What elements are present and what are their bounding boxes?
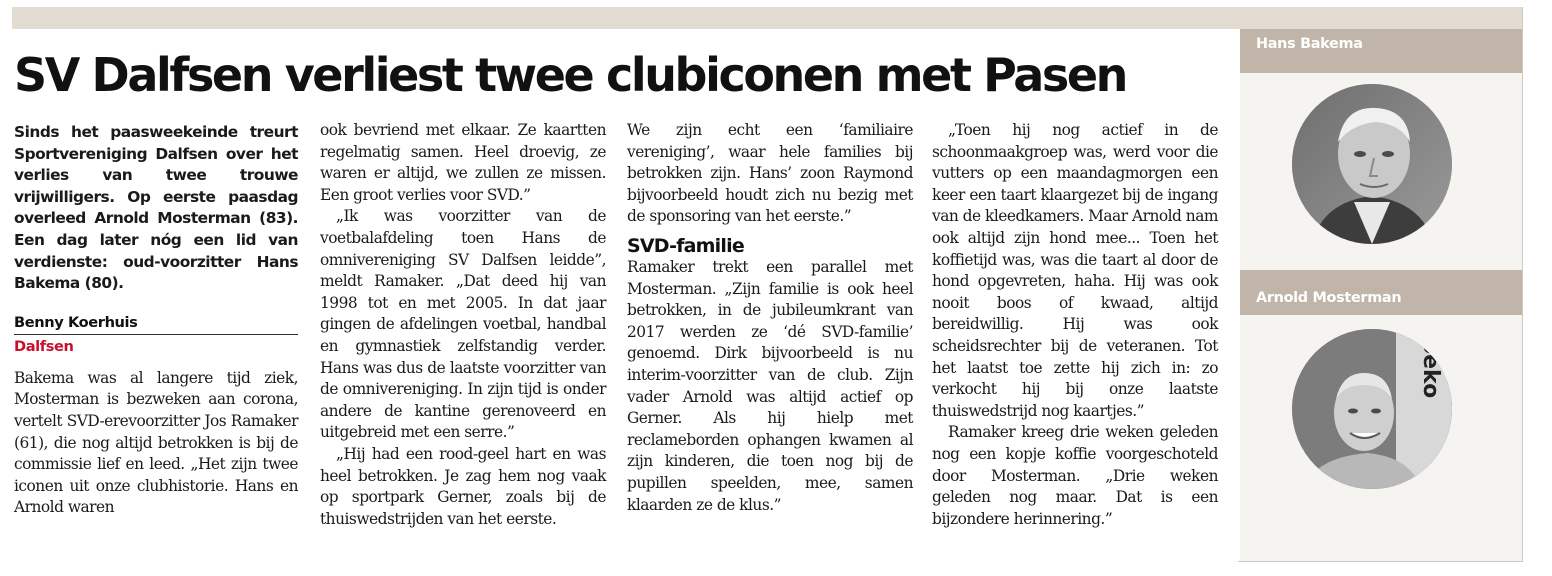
body-paragraph: ook bevriend met elkaar. Ze kaartten regelmatig samen. Heel droevig, ze waren er altijd, we zullen ze missen. Een groot verlies voor SVD.” — [320, 121, 606, 204]
portrait-photo-arnold-mosterman — [1292, 329, 1452, 489]
dateline: Dalfsen — [14, 337, 74, 355]
photo-caption-hans: Hans Bakema — [1240, 29, 1522, 73]
article-column-3 — [627, 120, 913, 516]
body-paragraph: We zijn echt een ‘familiaire vereniging’, waar hele families bij betrokken zijn. Hans’ zoon Raymond bijvoorbeeld houdt zich nu bezig met de sponsoring van het eerste.” — [627, 121, 913, 226]
article-lead: Sinds het paasweekeinde treurt Sportvereniging Dalfsen over het verlies van twee trouwe vrijwilligers. Op eerste paasdag overleed Arnold Mosterman (83). Een dag later nóg een lid van verdienste: oud-voorzitter Hans Bakema (80). — [14, 123, 298, 293]
sidebar-bottom-border — [1238, 561, 1523, 562]
article-column-1 — [14, 122, 298, 519]
body-paragraph: „Hij had een rood-geel hart en was heel betrokken. Je zag hem nog vaak op sportpark Gerner, zoals bij de thuiswedstrijden van het eerste. — [320, 444, 606, 528]
article-headline: SV Dalfsen verliest twee clubiconen met Pasen — [14, 48, 1127, 102]
author-byline: Benny Koerhuis — [14, 312, 298, 335]
body-paragraph: „Ik was voorzitter van de voetbalafdeling toen Hans de omnivereniging SV Dalfsen leidde”, meldt Ramaker. „Dat deed hij van 1998 tot en met 2005. In dat jaar gingen de afdelingen voetbal, handbal en gymnastiek zelfstandig verder. Hans was dus de laatste voorzitter van de omnivereniging. In zijn tijd is onder andere de kantine gerenoveerd en uitgebreid met een serre.” — [320, 207, 606, 442]
body-paragraph: Ramaker kreeg drie weken geleden nog een kopje koffie voorgeschoteld door Mosterman. „Drie weken geleden nog maar. Dat is een bijzondere herinnering.” — [932, 423, 1218, 528]
body-paragraph: Ramaker trekt een parallel met Mosterman. „Zijn familie is ook heel betrokken, in de jubileumkrant van 2017 werden ze ‘dé SVD-familie’ genoemd. Dirk bijvoorbeeld is nu interim-voorzitter van de club. Zijn vader Arnold was altijd actief op Gerner. Als hij hielp met reclameborden ophangen kwamen al zijn kinderen, die toen nog bij de pupillen speelden, mee, samen klaarden ze de klus.” — [627, 257, 913, 514]
top-color-bar — [12, 7, 1522, 29]
article-column-2 — [320, 120, 606, 530]
portrait-photo-hans-bakema — [1292, 84, 1452, 244]
photo-sidebar — [1240, 29, 1522, 561]
photo-caption-arnold: Arnold Mosterman — [1240, 270, 1522, 315]
article-column-4 — [932, 120, 1218, 530]
shirt-lettering: oeko — [1418, 339, 1443, 399]
body-paragraph: Bakema was al langere tijd ziek, Mosterman is bezweken aan corona, vertelt SVD-erevoorzitter Jos Ramaker (61), die nog altijd betrokken is bij de commissie lief en leed. „Het zijn twee iconen uit onze clubhistorie. Hans en Arnold waren — [14, 368, 298, 517]
page-border-right — [1522, 7, 1523, 562]
section-subhead: SVD-familie — [627, 234, 744, 257]
body-paragraph: „Toen hij nog actief in de schoonmaakgroep was, werd voor die vutters op een maandagmorgen een keer een taart klaargezet bij de ingang van de kleedkamers. Maar Arnold nam ook altijd zijn hond mee... Toen het koffietijd was, was die taart al door de hond opgevreten, haha. Hij was ook nooit boos of kwaad, altijd bereidwillig. Hij was ook scheidsrechter bij de veteranen. Tot het laatst toe zette hij zich in: zo verkocht hij bij onze laatste thuiswedstrijd nog kaartjes.” — [932, 121, 1218, 420]
